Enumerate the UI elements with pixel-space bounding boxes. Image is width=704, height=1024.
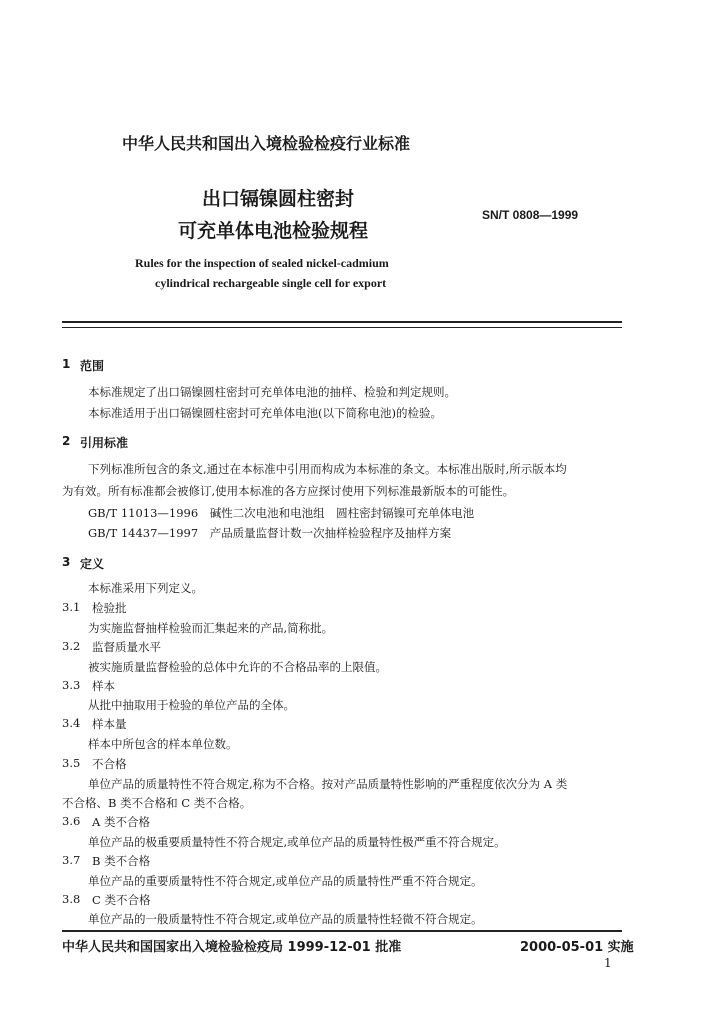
header-divider-bottom — [62, 327, 622, 328]
reference-standard-1: GB/T 11013—1996 碱性二次电池和电池组 圆柱密封镉镍可充单体电池 — [88, 506, 475, 520]
definition-3-3-text: 从批中抽取用于检验的单位产品的全体。 — [88, 698, 295, 712]
definition-3-5-text-line-1: 单位产品的质量特性不符合规定,称为不合格。按对产品质量特性影响的严重程度依次分为 A 类 — [88, 777, 568, 791]
footer-divider — [62, 930, 622, 932]
definition-3-1-number: 3.1 — [62, 600, 81, 614]
reference-standard-2: GB/T 14437—1997 产品质量监督计数一次抽样检验程序及抽样方案 — [88, 526, 452, 540]
definition-3-1-term: 检验批 — [92, 601, 127, 615]
section-1-number: 1 — [62, 357, 71, 371]
section-2-paragraph-line-1: 下列标准所包含的条文,通过在本标准中引用而构成为本标准的条文。本标准出版时,所示版本均 — [88, 462, 567, 476]
section-2-title: 引用标准 — [80, 436, 129, 450]
section-2-paragraph-line-2: 为有效。所有标准都会被修订,使用本标准的各方应探讨使用下列标准最新版本的可能性。 — [62, 484, 515, 498]
effective-date: 2000-05-01 实施 — [520, 940, 634, 955]
standard-category: 中华人民共和国出入境检验检疫行业标准 — [122, 134, 411, 153]
section-3-title: 定义 — [80, 557, 105, 571]
section-3-number: 3 — [62, 555, 71, 569]
definition-3-5-term: 不合格 — [92, 757, 127, 771]
definition-3-3-term: 样本 — [92, 679, 115, 693]
definition-3-5-text-line-2: 不合格、B 类不合格和 C 类不合格。 — [62, 796, 252, 810]
definition-3-7-text: 单位产品的重要质量特性不符合规定,或单位产品的质量特性严重不符合规定。 — [88, 874, 483, 888]
definition-3-7-number: 3.7 — [62, 853, 81, 867]
definition-3-4-text: 样本中所包含的样本单位数。 — [88, 737, 238, 751]
english-title-line-1: Rules for the inspection of sealed nickel-cadmium — [135, 256, 389, 270]
definition-3-4-term: 样本量 — [92, 717, 127, 731]
english-title-line-2: cylindrical rechargeable single cell for export — [155, 276, 387, 290]
definition-3-7-term: B 类不合格 — [92, 854, 151, 868]
definition-3-3-number: 3.3 — [62, 678, 81, 692]
approval-info: 中华人民共和国国家出入境检验检疫局 1999-12-01 批准 — [62, 940, 402, 955]
page-number: 1 — [604, 956, 612, 970]
section-1-title: 范围 — [80, 359, 105, 373]
header-divider-top — [62, 321, 622, 323]
definition-3-2-text: 被实施质量监督检验的总体中允许的不合格品率的上限值。 — [88, 660, 387, 674]
title-line-1: 出口镉镍圆柱密封 — [202, 188, 355, 210]
section-1-paragraph-2: 本标准适用于出口镉镍圆柱密封可充单体电池(以下简称电池)的检验。 — [88, 406, 442, 420]
definition-3-2-term: 监督质量水平 — [92, 640, 161, 654]
title-line-2: 可充单体电池检验规程 — [178, 220, 369, 242]
definition-3-6-term: A 类不合格 — [92, 815, 150, 829]
standard-code: SN/T 0808—1999 — [482, 208, 579, 222]
definition-3-8-term: C 类不合格 — [92, 893, 151, 907]
definition-3-6-text: 单位产品的极重要质量特性不符合规定,或单位产品的质量特性极严重不符合规定。 — [88, 835, 506, 849]
definition-3-2-number: 3.2 — [62, 639, 81, 653]
definition-3-5-number: 3.5 — [62, 756, 81, 770]
definition-3-1-text: 为实施监督抽样检验而汇集起来的产品,简称批。 — [88, 621, 334, 635]
definition-3-4-number: 3.4 — [62, 716, 81, 730]
definition-3-6-number: 3.6 — [62, 814, 81, 828]
definition-3-8-number: 3.8 — [62, 892, 81, 906]
section-1-paragraph-1: 本标准规定了出口镉镍圆柱密封可充单体电池的抽样、检验和判定规则。 — [88, 385, 456, 399]
definition-3-8-text: 单位产品的一般质量特性不符合规定,或单位产品的质量特性轻微不符合规定。 — [88, 912, 483, 926]
section-2-number: 2 — [62, 434, 71, 448]
section-3-intro: 本标准采用下列定义。 — [88, 581, 203, 595]
